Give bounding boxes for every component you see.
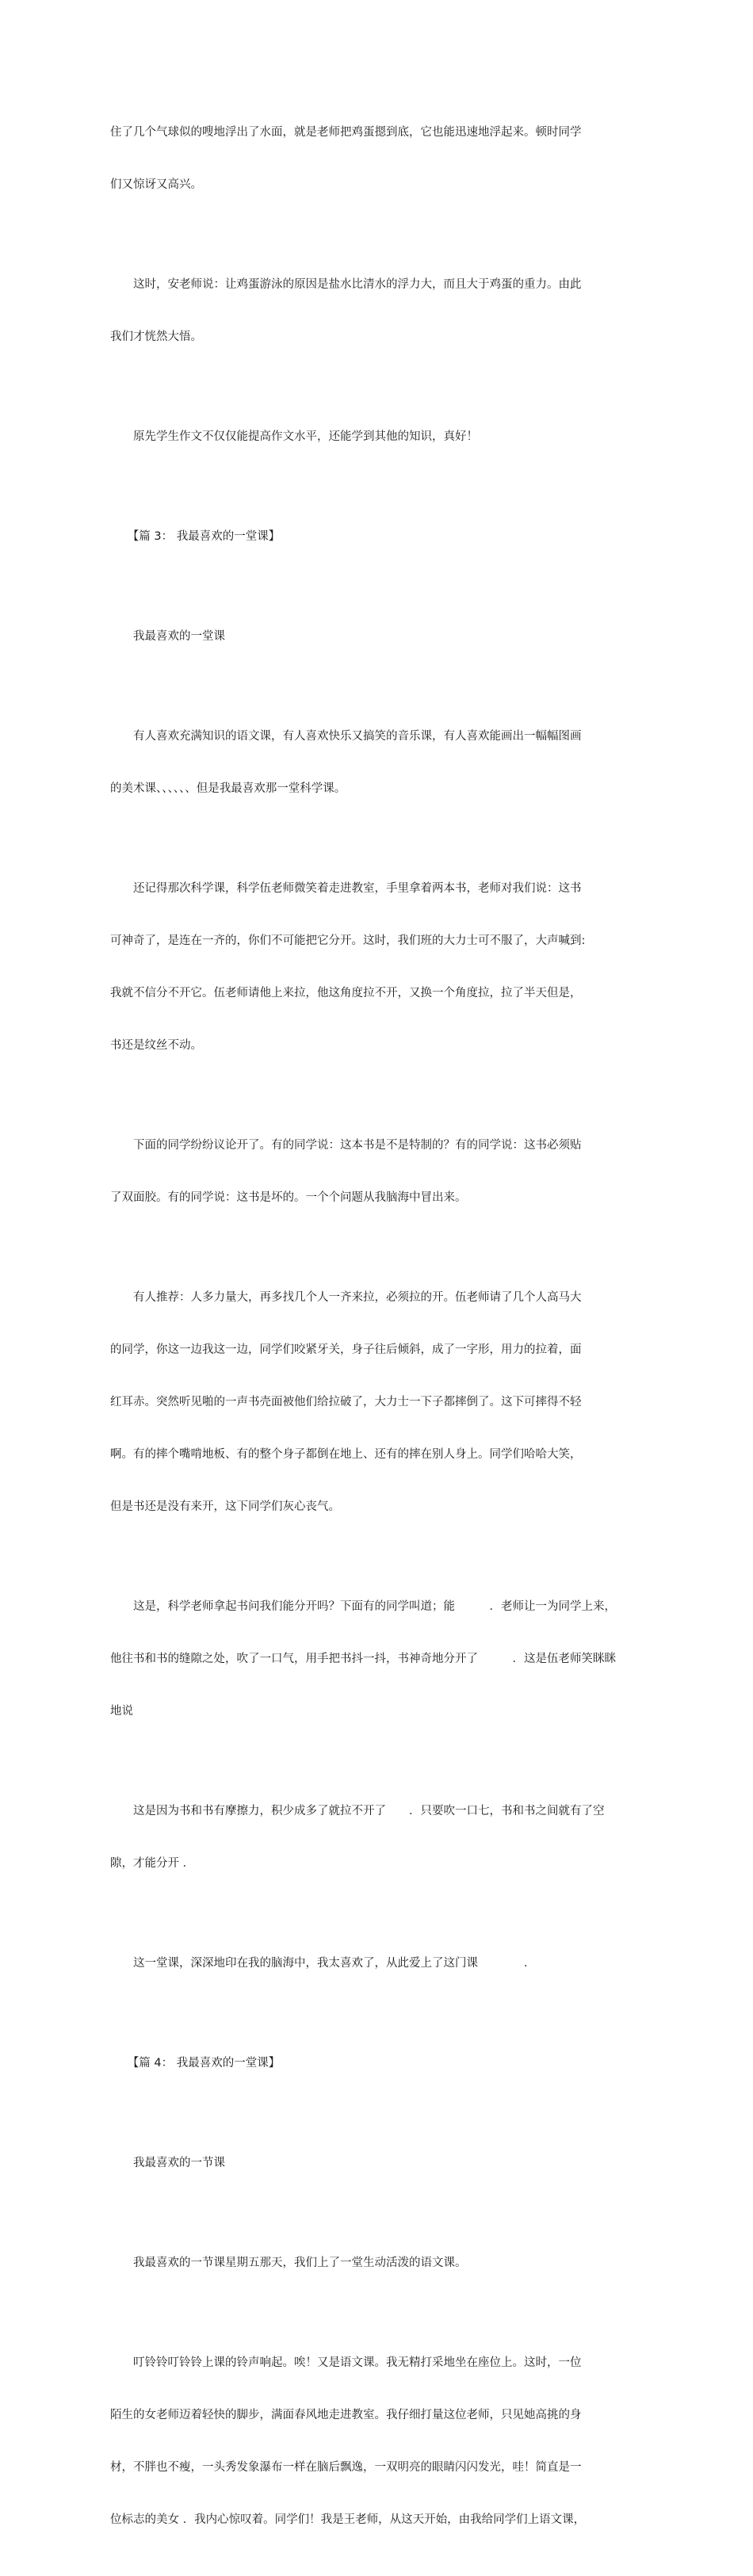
paragraph [110, 1563, 633, 1755]
text-line: 有人推荐：人多力量大，再多找几个人一齐来拉，必须拉的开。伍老师请了几个人高马大 [110, 1291, 582, 1304]
text-line: 但是书还是没有来开，这下同学们灰心丧气。 [110, 1500, 340, 1513]
text-line: 这是，科学老师拿起书问我们能分开吗？下面有的同学叫道；能 ．老师让一为同学上来， [110, 1600, 616, 1613]
text-line: 啊。有的摔个嘴啃地板、有的整个身子都倒在地上、还有的摔在别人身上。同学们哈哈大笑， [110, 1448, 582, 1461]
text-line: 的美术课、、、、、、但是我最喜欢那一堂科学课。 [110, 782, 346, 795]
section-heading-text: 【篇 4： 我最喜欢的一堂课】 [110, 2057, 281, 2070]
document-body [110, 89, 633, 2576]
text-line: 了双面胶。有的同学说：这书是坏的。一个个问题从我脑海中冒出来。 [110, 1191, 467, 1204]
paragraph [110, 693, 633, 832]
paragraph [110, 89, 633, 228]
article-title-text: 我最喜欢的一堂课 [110, 630, 225, 643]
text-line: 陌生的女老师迈着轻快的脚步，满面春风地走进教室。我仔细打量这位老师，只见她高挑的身 [110, 2409, 582, 2421]
text-line: 叮铃铃叮铃铃上课的铃声响起。唉！又是语文课。我无精打采地坐在座位上。这时，一位 [110, 2356, 582, 2369]
text-line: 可神奇了，是连在一齐的，你们不可能把它分开。这时，我们班的大力士可不服了，大声喊到: [110, 934, 586, 947]
text-line: 还记得那次科学课，科学伍老师微笑着走进教室，手里拿着两本书，老师对我们说：这书 [110, 882, 582, 895]
text-line: 材，不胖也不瘦，一头秀发象瀑布一样在脑后飘逸，一双明亮的眼睛闪闪发光，哇！简直是一 [110, 2461, 582, 2474]
text-line: 我最喜欢的一节课星期五那天，我们上了一堂生动活泼的语文课。 [110, 2257, 467, 2269]
paragraph [110, 1920, 633, 2007]
paragraph [110, 845, 633, 1089]
text-line: 的同学，你这一边我这一边，同学们咬紧牙关，身子往后倾斜，成了一字形，用力的拉着，面 [110, 1343, 582, 1356]
text-line: 这时，安老师说：让鸡蛋游泳的原因是盐水比清水的浮力大，而且大于鸡蛋的重力。由此 [110, 278, 582, 291]
paragraph [110, 393, 633, 480]
paragraph [110, 1254, 633, 1550]
text-line: 们又惊讶又高兴。 [110, 178, 202, 191]
text-line: 原先学生作文不仅仅能提高作文水平，还能学到其他的知识，真好！ [110, 430, 478, 443]
text-line: 他往书和书的缝隙之处，吹了一口气，用手把书抖一抖，书神奇地分开了 ．这是伍老师笑眯眯 [110, 1653, 616, 1665]
text-line: 位标志的美女 ．我内心惊叹着。同学们！我是王老师，从这天开始，由我给同学们上语文课， [110, 2513, 586, 2526]
paragraph [110, 1102, 633, 1241]
paragraph [110, 1768, 633, 1907]
paragraph [110, 2219, 633, 2307]
paragraph [110, 241, 633, 380]
text-line: 红耳赤。突然听见啪的一声书壳面被他们给拉破了，大力士一下子都摔倒了。这下可摔得不轻 [110, 1396, 582, 1408]
article-title [110, 593, 633, 680]
article-title-text: 我最喜欢的一节课 [110, 2157, 225, 2169]
text-line: 有人喜欢充满知识的语文课，有人喜欢快乐又搞笑的音乐课，有人喜欢能画出一幅幅图画 [110, 730, 582, 743]
text-line: 下面的同学纷纷议论开了。有的同学说：这本书是不是特制的？有的同学说：这书必须贴 [110, 1139, 582, 1152]
text-line: 这一堂课，深深地印在我的脑海中，我太喜欢了，从此爱上了这门课 ． [110, 1957, 536, 1970]
paragraph [110, 2319, 633, 2563]
section-heading [110, 2020, 633, 2107]
section-heading [110, 493, 633, 580]
article-title [110, 2119, 633, 2207]
text-line: 我们才恍然大悟。 [110, 331, 202, 343]
text-line: 我就不信分不开它。伍老师请他上来拉，他这角度拉不开，又换一个角度拉，拉了半天但是， [110, 987, 582, 999]
text-line: 隙，才能分开 ． [110, 1857, 195, 1870]
text-line: 这是因为书和书有摩擦力，积少成多了就拉不开了 ．只要吹一口七，书和书之间就有了空 [110, 1805, 605, 1817]
text-line: 住了几个气球似的嗖地浮出了水面，就是老师把鸡蛋摁到底，它也能迅速地浮起来。顿时同学 [110, 126, 582, 139]
text-line: 书还是纹丝不动。 [110, 1039, 202, 1052]
section-heading-text: 【篇 3： 我最喜欢的一堂课】 [110, 530, 281, 543]
text-line: 地说 [110, 1705, 133, 1718]
